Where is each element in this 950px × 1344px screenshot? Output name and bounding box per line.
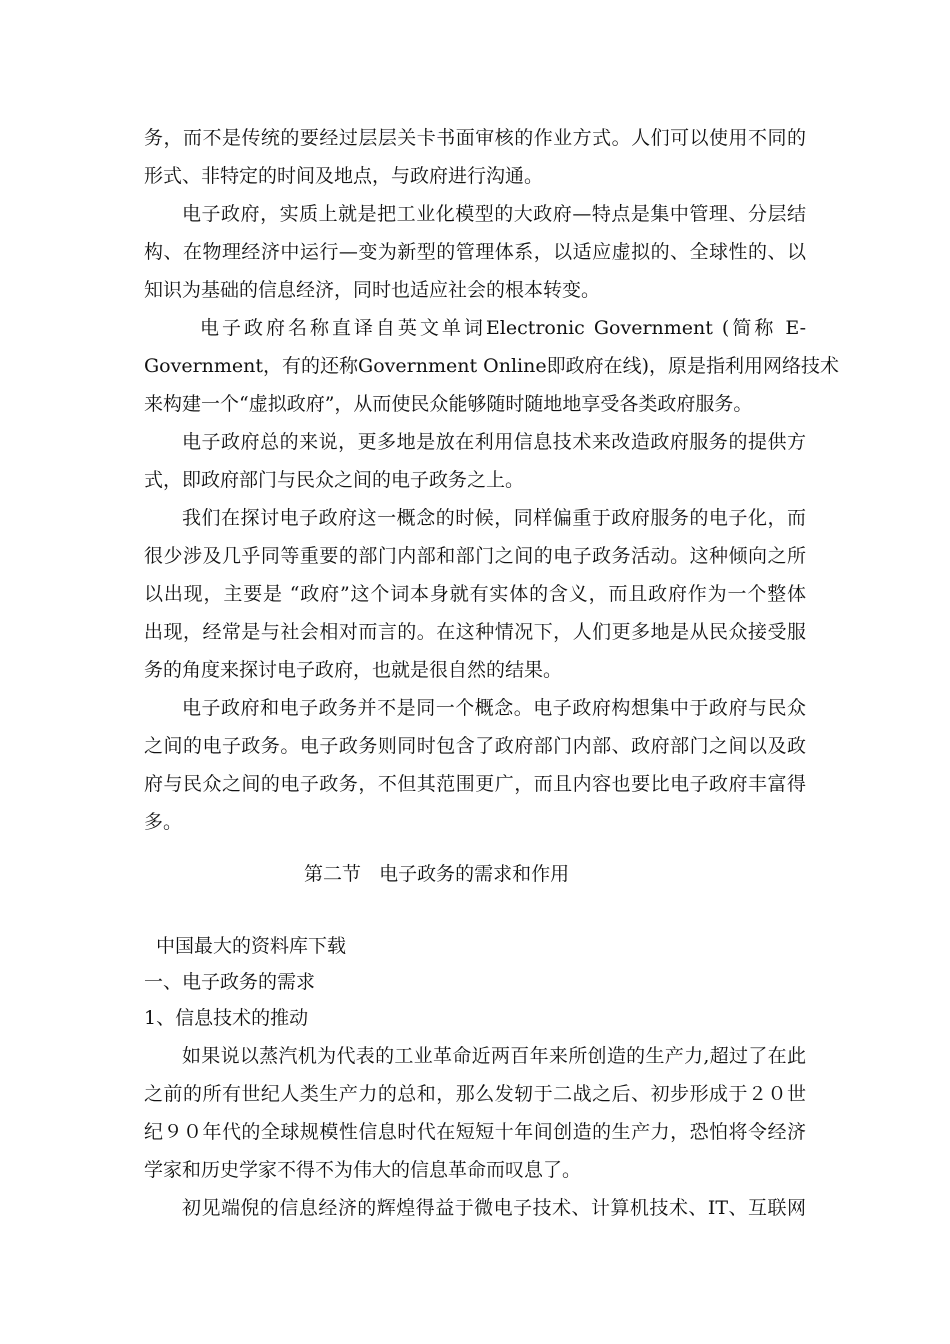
text-line: 电子政府总的来说，更多地是放在利用信息技术来改造政府服务的提供方	[182, 431, 806, 453]
download-note: 中国最大的资料库下载	[156, 935, 347, 957]
text-line: 务，而不是传统的要经过层层关卡书面审核的作业方式。人们可以使用不同的	[144, 127, 806, 149]
text-line: 务的角度来探讨电子政府，也就是很自然的结果。	[144, 659, 563, 681]
subheading: 1、信息技术的推动	[144, 1007, 309, 1029]
text-line: 电子政府，实质上就是把工业化模型的大政府—特点是集中管理、分层结	[182, 203, 806, 225]
text-line: 知识为基础的信息经济，同时也适应社会的根本转变。	[144, 279, 601, 301]
text-line: 形式、非特定的时间及地点，与政府进行沟通。	[144, 165, 544, 187]
text-line: 出现，经常是与社会相对而言的。在这种情况下，人们更多地是从民众接受服	[144, 621, 806, 643]
text-line: Government，有的还称Government Online即政府在线)，原是指利用网络技术	[144, 355, 839, 377]
text-line: 之前的所有世纪人类生产力的总和，那么发轫于二战之后、初步形成于２０世	[144, 1083, 806, 1105]
text-line: 式，即政府部门与民众之间的电子政务之上。	[144, 469, 525, 491]
text-line: 之间的电子政务。电子政务则同时包含了政府部门内部、政府部门之间以及政	[144, 735, 806, 757]
section-heading: 第二节 电子政务的需求和作用	[304, 863, 570, 885]
text-line: 电子政府名称直译自英文单词Electronic Government (简称 E-	[200, 317, 806, 339]
text-line: 构、在物理经济中运行—变为新型的管理体系，以适应虚拟的、全球性的、以	[144, 241, 806, 263]
text-line: 来构建一个“虚拟政府”，从而使民众能够随时随地地享受各类政府服务。	[144, 393, 753, 415]
text-line: 如果说以蒸汽机为代表的工业革命近两百年来所创造的生产力,超过了在此	[182, 1045, 806, 1067]
subheading: 一、电子政务的需求	[144, 971, 316, 993]
text-line: 我们在探讨电子政府这一概念的时候，同样偏重于政府服务的电子化，而	[182, 507, 806, 529]
text-line: 以出现，主要是 “政府”这个词本身就有实体的含义，而且政府作为一个整体	[144, 583, 806, 605]
text-line: 电子政府和电子政务并不是同一个概念。电子政府构想集中于政府与民众	[182, 697, 806, 719]
text-line: 学家和历史学家不得不为伟大的信息革命而叹息了。	[144, 1159, 582, 1181]
text-line: 初见端倪的信息经济的辉煌得益于微电子技术、计算机技术、IT、互联网	[182, 1197, 806, 1219]
text-line: 府与民众之间的电子政务，不但其范围更广，而且内容也要比电子政府丰富得	[144, 773, 806, 795]
text-line: 纪９０年代的全球规模性信息时代在短短十年间创造的生产力，恐怕将令经济	[144, 1121, 806, 1143]
text-line: 很少涉及几乎同等重要的部门内部和部门之间的电子政务活动。这种倾向之所	[144, 545, 806, 567]
text-line: 多。	[144, 811, 183, 833]
